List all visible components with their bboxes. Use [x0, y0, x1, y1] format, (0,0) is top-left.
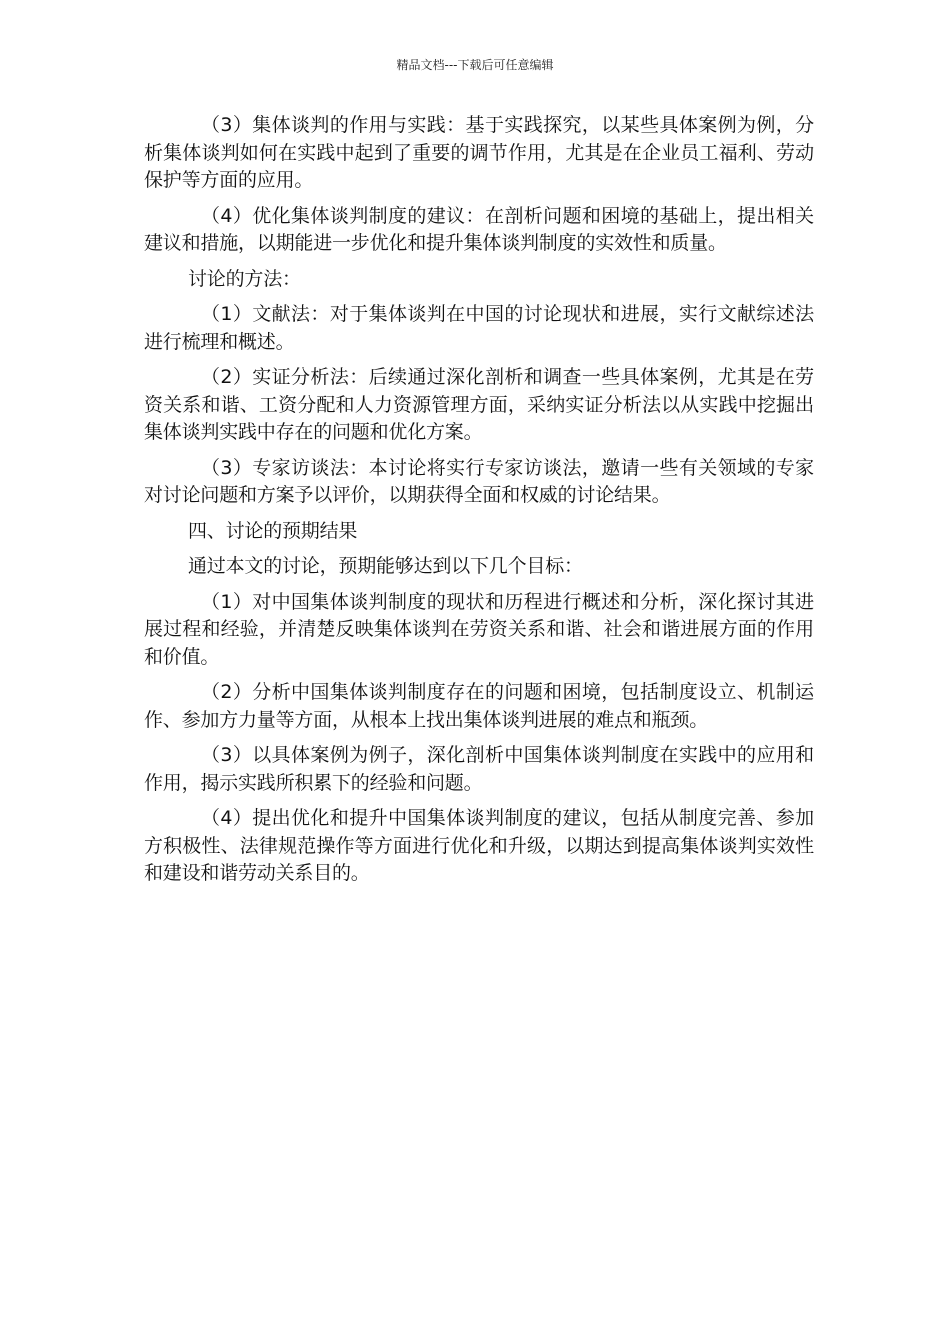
paragraph-goals-intro: 通过本文的讨论，预期能够达到以下几个目标： [188, 555, 583, 577]
paragraph-methods-heading: 讨论的方法： [188, 267, 301, 290]
paragraph-empirical-method: （2）实证分析法：后续通过深化剖析和调查一些具体案例，尤其是在劳资关系和谐、工资分配和人力资源管理方面，采纳实证分析法以从实践中挖掘出集体谈判实践中存在的问题和优化方案。 [144, 366, 814, 443]
paragraph-goal-3: （3）以具体案例为例子，深化剖析中国集体谈判制度在实践中的应用和作用，揭示实践所积累下的经验和问题。 [144, 744, 814, 794]
section-heading-expected-results: 四、讨论的预期结果 [188, 519, 358, 542]
document-body [144, 112, 814, 896]
page-header: 精品文档---下载后可任意编辑 [396, 58, 554, 72]
paragraph-goal-4: （4）提出优化和提升中国集体谈判制度的建议，包括从制度完善、参加方积极性、法律规范操作等方面进行优化和升级，以期达到提高集体谈判实效性和建设和谐劳动关系目的。 [144, 807, 814, 884]
paragraph-expert-interview-method: （3）专家访谈法：本讨论将实行专家访谈法，邀请一些有关领域的专家对讨论问题和方案予以评价，以期获得全面和权威的讨论结果。 [144, 456, 814, 506]
paragraph-role-practice: （3）集体谈判的作用与实践：基于实践探究，以某些具体案例为例，分析集体谈判如何在实践中起到了重要的调节作用，尤其是在企业员工福利、劳动保护等方面的应用。 [144, 114, 814, 191]
paragraph-optimization-suggestions: （4）优化集体谈判制度的建议：在剖析问题和困境的基础上，提出相关建议和措施，以期能进一步优化和提升集体谈判制度的实效性和质量。 [144, 204, 814, 254]
paragraph-goal-1: （1）对中国集体谈判制度的现状和历程进行概述和分析，深化探讨其进展过程和经验，并清楚反映集体谈判在劳资关系和谐、社会和谐进展方面的作用和价值。 [144, 590, 814, 668]
paragraph-goal-2: （2）分析中国集体谈判制度存在的问题和困境，包括制度设立、机制运作、参加方力量等方面，从根本上找出集体谈判进展的难点和瓶颈。 [144, 681, 814, 731]
paragraph-literature-method: （1）文献法：对于集体谈判在中国的讨论现状和进展，实行文献综述法进行梳理和概述。 [144, 303, 814, 353]
